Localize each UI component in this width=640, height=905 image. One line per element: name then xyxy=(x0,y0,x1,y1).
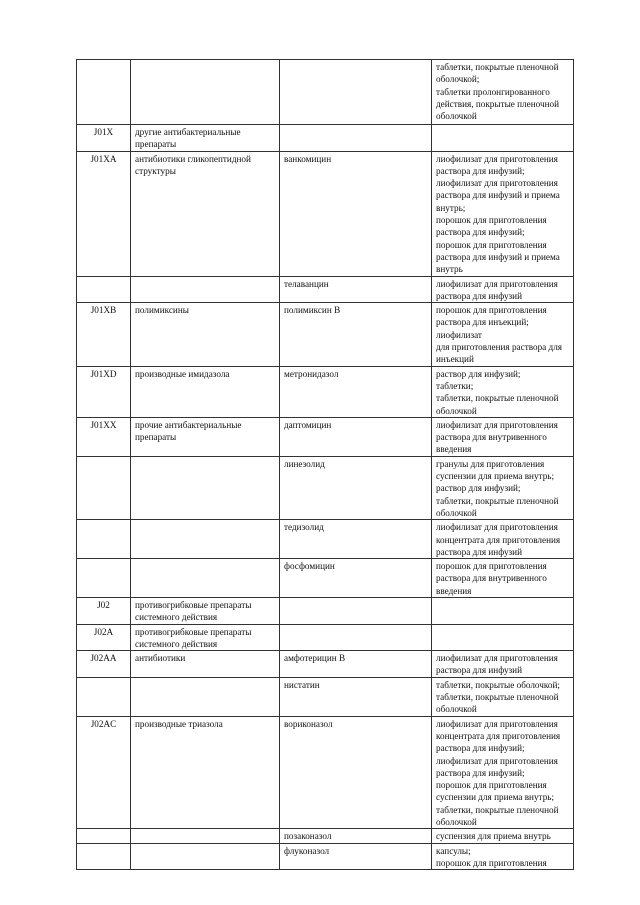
atc-code-cell xyxy=(77,60,131,125)
drug-name-cell: ванкомицин xyxy=(280,151,432,276)
atc-code-cell: J02A xyxy=(77,624,131,651)
group-name-cell: антибиотики гликопептидной структуры xyxy=(131,151,280,276)
dosage-form-cell: порошок для приготовления раствора для внутривенного введения xyxy=(432,559,574,598)
table-row xyxy=(77,151,574,276)
atc-code-cell: J02AC xyxy=(77,716,131,829)
atc-code-cell: J02 xyxy=(77,597,131,624)
dosage-form-cell: лиофилизат для приготовления раствора для инфузий; лиофилизат для приготовления раствора для инфузий и приема внутрь; порошок для приготовления раствора для инфузий; порошок для приготовления раствора для инфузий и приема внутрь xyxy=(432,151,574,276)
dosage-form-cell: лиофилизат для приготовления концентрата для приготовления раствора для инфузий xyxy=(432,520,574,559)
group-name-cell xyxy=(131,559,280,598)
table-row xyxy=(77,456,574,519)
group-name-cell: другие антибактериальные препараты xyxy=(131,125,280,152)
table-row xyxy=(77,624,574,651)
dosage-form-cell: порошок для приготовления раствора для инъекций; лиофилизат для приготовления раствора для инъекций xyxy=(432,303,574,366)
drug-name-cell: даптомицин xyxy=(280,417,432,456)
table-row xyxy=(77,559,574,598)
group-name-cell xyxy=(131,520,280,559)
atc-code-cell xyxy=(77,843,131,870)
drug-name-cell: полимиксин B xyxy=(280,303,432,366)
group-name-cell: производные имидазола xyxy=(131,366,280,417)
atc-code-cell xyxy=(77,829,131,843)
drug-name-cell: линезолид xyxy=(280,456,432,519)
table-row xyxy=(77,60,574,125)
table-row xyxy=(77,303,574,366)
atc-code-cell xyxy=(77,520,131,559)
table-row xyxy=(77,366,574,417)
group-name-cell: антибиотики xyxy=(131,651,280,678)
atc-code-cell xyxy=(77,276,131,303)
drug-name-cell: флуконазол xyxy=(280,843,432,870)
table-row xyxy=(77,597,574,624)
dosage-form-cell: лиофилизат для приготовления раствора для инфузий xyxy=(432,651,574,678)
group-name-cell xyxy=(131,829,280,843)
drug-name-cell: тедизолид xyxy=(280,520,432,559)
drug-name-cell xyxy=(280,597,432,624)
dosage-form-cell xyxy=(432,597,574,624)
table-row xyxy=(77,651,574,678)
group-name-cell: производные триазола xyxy=(131,716,280,829)
dosage-form-cell: капсулы; порошок для приготовления xyxy=(432,843,574,870)
table-row xyxy=(77,843,574,870)
group-name-cell xyxy=(131,677,280,716)
table-row xyxy=(77,829,574,843)
atc-code-cell: J01XB xyxy=(77,303,131,366)
drug-name-cell: телаванцин xyxy=(280,276,432,303)
dosage-form-cell: таблетки, покрытые оболочкой; таблетки, покрытые пленочной оболочкой xyxy=(432,677,574,716)
dosage-form-cell: раствор для инфузий; таблетки; таблетки, покрытые пленочной оболочкой xyxy=(432,366,574,417)
drug-name-cell xyxy=(280,60,432,125)
drug-name-cell: фосфомицин xyxy=(280,559,432,598)
atc-code-cell: J01XX xyxy=(77,417,131,456)
group-name-cell: противогрибковые препараты системного действия xyxy=(131,624,280,651)
drug-name-cell: вориконазол xyxy=(280,716,432,829)
dosage-form-cell: таблетки, покрытые пленочной оболочкой; таблетки пролонгированного действия, покрытые пленочной оболочкой xyxy=(432,60,574,125)
group-name-cell xyxy=(131,456,280,519)
table-row xyxy=(77,125,574,152)
group-name-cell xyxy=(131,843,280,870)
table-row xyxy=(77,417,574,456)
table-row xyxy=(77,276,574,303)
dosage-form-cell: лиофилизат для приготовления раствора для инфузий xyxy=(432,276,574,303)
atc-code-cell: J01XA xyxy=(77,151,131,276)
group-name-cell xyxy=(131,276,280,303)
dosage-form-cell: гранулы для приготовления суспензии для приема внутрь; раствор для инфузий; таблетки, покрытые пленочной оболочкой xyxy=(432,456,574,519)
drug-name-cell: позаконазол xyxy=(280,829,432,843)
group-name-cell: противогрибковые препараты системного действия xyxy=(131,597,280,624)
drug-table xyxy=(76,59,574,870)
group-name-cell: прочие антибактериальные препараты xyxy=(131,417,280,456)
drug-name-cell xyxy=(280,125,432,152)
atc-code-cell: J02AA xyxy=(77,651,131,678)
drug-table-body xyxy=(77,60,574,870)
atc-code-cell: J01X xyxy=(77,125,131,152)
atc-code-cell xyxy=(77,559,131,598)
drug-name-cell xyxy=(280,624,432,651)
table-row xyxy=(77,716,574,829)
dosage-form-cell xyxy=(432,624,574,651)
group-name-cell: полимиксины xyxy=(131,303,280,366)
dosage-form-cell: суспензия для приема внутрь xyxy=(432,829,574,843)
atc-code-cell xyxy=(77,456,131,519)
dosage-form-cell: лиофилизат для приготовления раствора для внутривенного введения xyxy=(432,417,574,456)
drug-name-cell: амфотерицин B xyxy=(280,651,432,678)
drug-name-cell: нистатин xyxy=(280,677,432,716)
dosage-form-cell: лиофилизат для приготовления концентрата для приготовления раствора для инфузий; лиофилизат для приготовления раствора для инфузий; порошок для приготовления суспензии для приема внутрь; таблетки, покрытые пленочной оболочкой xyxy=(432,716,574,829)
dosage-form-cell xyxy=(432,125,574,152)
table-row xyxy=(77,520,574,559)
atc-code-cell: J01XD xyxy=(77,366,131,417)
drug-name-cell: метронидазол xyxy=(280,366,432,417)
atc-code-cell xyxy=(77,677,131,716)
table-row xyxy=(77,677,574,716)
group-name-cell xyxy=(131,60,280,125)
